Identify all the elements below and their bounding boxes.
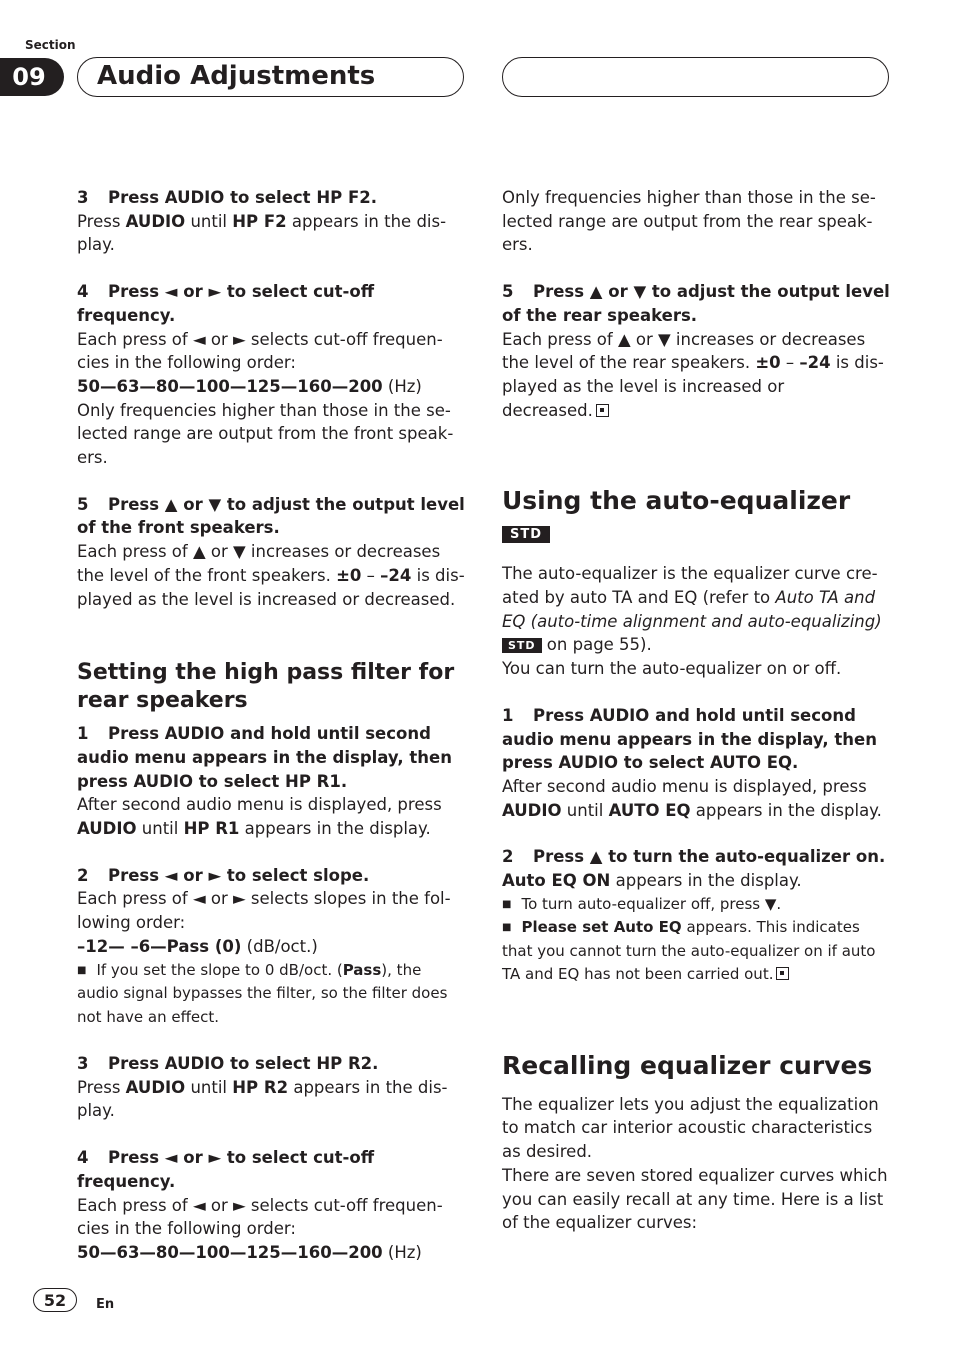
body-text: There are seven stored equalizer curves which [502,1165,888,1185]
section-heading-auto-eq: Using the auto-equalizer STD [502,486,851,543]
step-body: played as the level is increased or decreased. [77,589,456,609]
note: audio signal bypasses the filter, so the filter does [77,984,448,1003]
step-body: decreased. [502,399,894,423]
language-code: En [96,1297,115,1312]
page-title: Audio Adjustments [97,61,376,91]
step-heading: 5 Press ▲ or ▼ to adjust the output level [77,494,465,514]
end-of-section-icon [596,404,609,417]
step-heading: 5 Press ▲ or ▼ to adjust the output level [502,282,890,302]
note: TA and EQ has not been carried out. [502,963,894,987]
step-heading: 1 Press AUDIO and hold until second [77,724,431,744]
body-text: you can easily recall at any time. Here is a list [502,1189,884,1209]
step-body: After second audio menu is displayed, press [77,795,442,815]
step-heading: audio menu appears in the display, then [502,729,877,749]
step-body: ers. [77,448,108,468]
body-text: of the equalizer curves: [502,1213,698,1233]
step-body: lowing order: [77,913,186,933]
body-text: ated by auto TA and EQ (refer to Auto TA and [502,588,876,608]
step-body: Only frequencies higher than those in the se- [77,400,451,420]
step-heading: 4 Press ◄ or ► to select cut-off frequency. [77,282,375,325]
step-body: Press AUDIO until HP F2 appears in the dis- [77,211,447,231]
step-heading: 3 Press AUDIO to select HP R2. [77,1054,379,1074]
section-number-badge: 09 [0,58,64,96]
step-heading: press AUDIO to select HP R1. [77,771,348,791]
body-text: STD on page 55). [502,633,894,657]
std-icon: STD [502,638,542,653]
step-body: the level of the rear speakers. ±0 – –24 is dis- [502,353,884,373]
step-heading: 2 Press ▲ to turn the auto-equalizer on. [502,847,886,867]
note: ■ If you set the slope to 0 dB/oct. (Pass), the [77,960,422,979]
body-text: The auto-equalizer is the equalizer curve cre- [502,564,878,584]
body-text: to match car interior acoustic characteristics [502,1118,873,1138]
body-text: You can turn the auto-equalizer on or off. [502,659,842,679]
step-heading: press AUDIO to select AUTO EQ. [502,753,799,773]
body-text: EQ (auto-time alignment and auto-equalizing) [502,611,882,631]
step-body: played as the level is increased or [502,376,785,396]
body-text: Only frequencies higher than those in the se- [502,188,876,207]
step-body: After second audio menu is displayed, press [502,776,867,796]
step-heading: of the rear speakers. [502,305,698,325]
left-column [77,186,467,1265]
header-right-frame [502,57,889,97]
std-icon: STD [502,526,550,543]
step-body: cies in the following order: [77,1219,296,1239]
body-text: as desired. [502,1142,593,1162]
end-of-section-icon [776,967,789,980]
step-heading: 4 Press ◄ or ► to select cut-off frequency. [77,1148,375,1191]
step-body: Each press of ▲ or ▼ increases or decreases [502,329,866,349]
body-text: lected range are output from the rear speak- [502,211,873,231]
step-body: Each press of ◄ or ► selects cut-off frequen- [77,329,443,349]
step-heading: 1 Press AUDIO and hold until second [502,705,856,725]
step-body: AUDIO until AUTO EQ appears in the display. [502,800,882,820]
step-body: Each press of ◄ or ► selects slopes in the fol- [77,889,451,909]
step-body: Press AUDIO until HP R2 appears in the dis- [77,1077,448,1097]
step-heading: audio menu appears in the display, then [77,747,452,767]
step-body: Each press of ▲ or ▼ increases or decreases [77,542,441,562]
step-body: Each press of ◄ or ► selects cut-off frequen- [77,1195,443,1215]
note: not have an effect. [77,1007,220,1026]
step-body: AUDIO until HP R1 appears in the display. [77,819,431,839]
step-body: cies in the following order: [77,353,296,373]
frequency-list: 50—63—80—100—125—160—200 (Hz) [77,1243,422,1262]
right-column [502,186,894,1235]
step-body: play. [77,235,115,255]
section-label: Section [25,38,76,52]
section-heading-hpf-rear: Setting the high pass filter for rear speakers [77,660,455,714]
note: ■ Please set Auto EQ appears. This indicates [502,918,860,937]
step-body: play. [77,1101,115,1121]
slope-list: –12— –6—Pass (0) (dB/oct.) [77,936,318,956]
step-body: Auto EQ ON appears in the display. [502,871,802,891]
frequency-list: 50—63—80—100—125—160—200 (Hz) [77,376,422,396]
page-number: 52 [33,1288,77,1312]
step-body: the level of the front speakers. ±0 – –24 is dis- [77,565,465,585]
note: that you cannot turn the auto-equalizer on if auto [502,941,876,960]
step-body: lected range are output from the front speak- [77,424,454,444]
step-heading: 2 Press ◄ or ► to select slope. [77,865,370,885]
note: ■ To turn auto-equalizer off, press ▼. [502,894,782,913]
step-heading: 3 Press AUDIO to select HP F2. [77,188,377,207]
section-heading-recall-eq: Recalling equalizer curves [502,1050,873,1080]
body-text: ers. [502,235,533,255]
body-text: The equalizer lets you adjust the equalization [502,1094,879,1114]
step-heading: of the front speakers. [77,518,280,538]
